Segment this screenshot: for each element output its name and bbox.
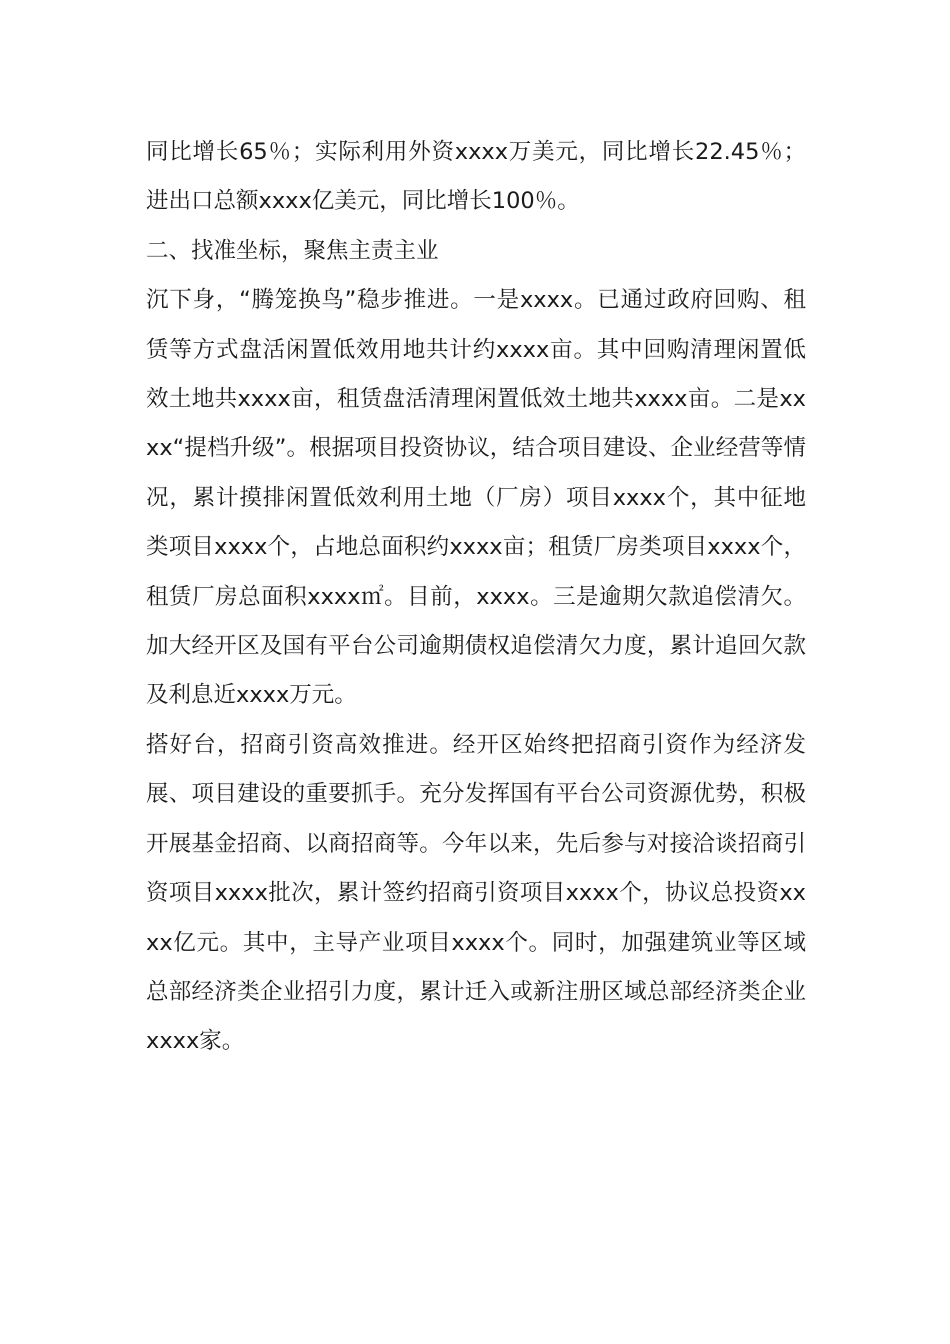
paragraph-statistics: 同比增长65％；实际利用外资xxxx万美元，同比增长22.45％；进出口总额xxxx亿美元，同比增长100％。 [146, 139, 806, 215]
document-body [146, 128, 806, 1067]
paragraph-land-revitalization: 沉下身，“腾笼换鸟”稳步推进。一是xxxx。已通过政府回购、租赁等方式盘活闲置低效用地共计约xxxx亩。其中回购清理闲置低效土地共xxxx亩，租赁盘活清理闲置低效土地共xxxx亩。二是xxxx“提档升级”。根据项目投资协议，结合项目建设、企业经营等情况，累计摸排闲置低效利用土地（厂房）项目xxxx个，其中征地类项目xxxx个，占地总面积约xxxx亩；租赁厂房类项目xxxx个，租赁厂房总面积xxxx㎡。目前，xxxx。三是逾期欠款追偿清欠。加大经开区及国有平台公司逾期债权追偿清欠力度，累计追回欠款及利息近xxxx万元。 [146, 287, 806, 709]
paragraph-investment-attraction: 搭好台，招商引资高效推进。经开区始终把招商引资作为经济发展、项目建设的重要抓手。充分发挥国有平台公司资源优势，积极开展基金招商、以商招商等。今年以来，先后参与对接洽谈招商引资项目xxxx批次，累计签约招商引资项目xxxx个，协议总投资xxxx亿元。其中，主导产业项目xxxx个。同时，加强建筑业等区域总部经济类企业招引力度，累计迁入或新注册区域总部经济类企业xxxx家。 [146, 731, 806, 1055]
section-heading: 二、找准坐标，聚焦主责主业 [146, 237, 439, 264]
